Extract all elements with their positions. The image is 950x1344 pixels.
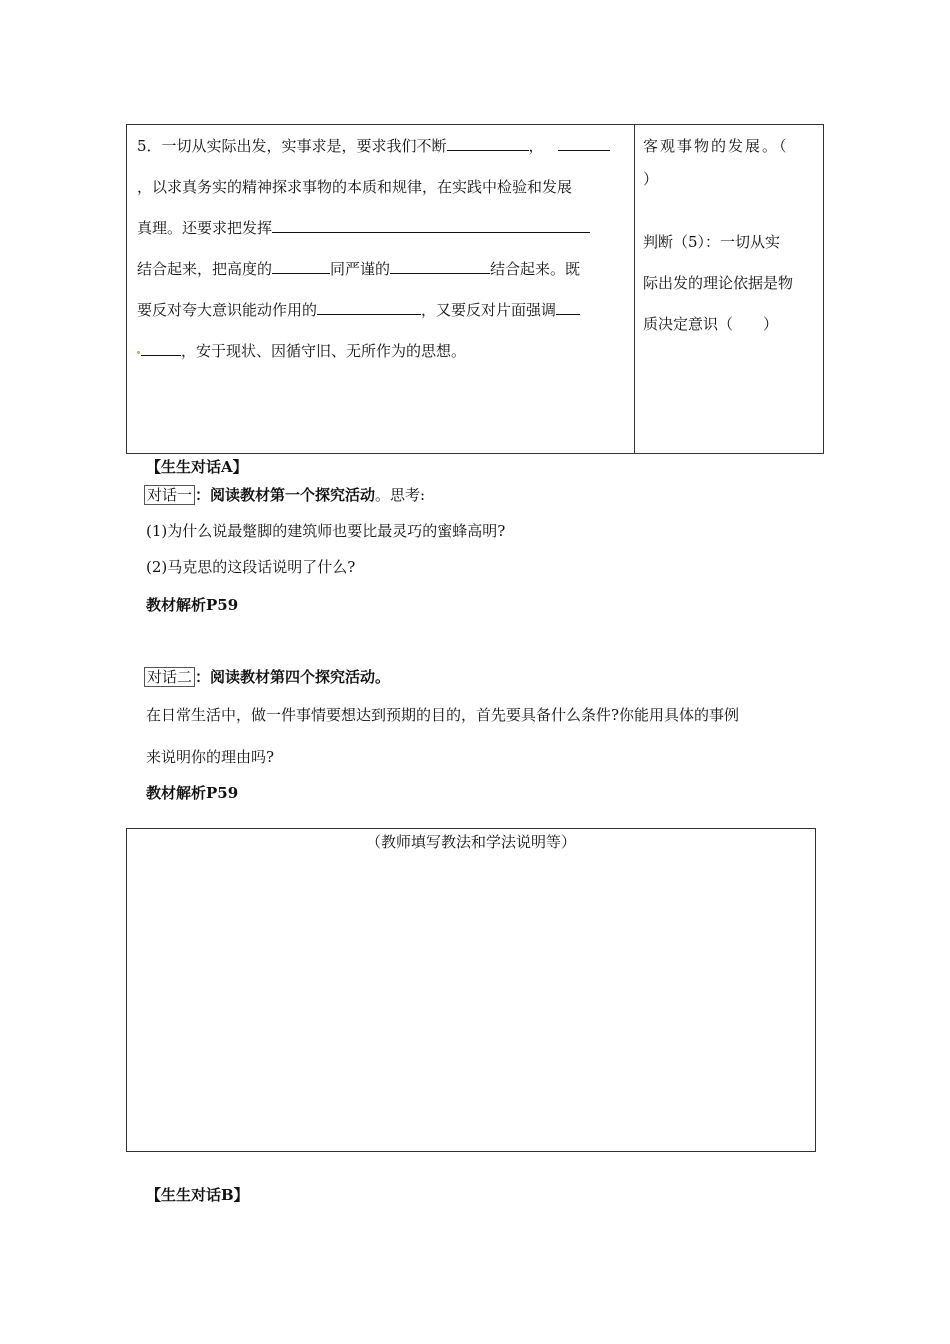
question-3-line-2: 来说明你的理由吗? <box>146 748 275 766</box>
side-line-2: ） <box>643 170 659 188</box>
side-line-5: 质决定意识（ ） <box>643 315 779 333</box>
question-3-line-1: 在日常生活中，做一件事情要想达到预期的目的，首先要具备什么条件?你能用具体的事例 <box>146 706 740 724</box>
blank-6[interactable] <box>317 297 421 315</box>
dialog-2-label: 对话二 <box>144 667 195 687</box>
q5-line-3: 真理。还要求把发挥 <box>137 211 625 252</box>
side-line-3: 判断（5）：一切从实 <box>643 233 781 251</box>
blank-4[interactable] <box>272 256 330 274</box>
column-divider <box>634 125 635 453</box>
blank-3[interactable] <box>272 215 590 233</box>
teacher-notes-caption: （教师填写教法和学法说明等） <box>365 833 576 851</box>
question-5 <box>137 129 625 375</box>
q5-line-5: 要反对夸大意识能动作用的 ，又要反对片面强调 <box>137 293 625 334</box>
teacher-notes-box[interactable] <box>126 828 816 1152</box>
blank-1[interactable] <box>447 133 529 151</box>
textbook-ref-1: 教材解析P59 <box>146 596 239 614</box>
blank-7[interactable] <box>556 297 580 315</box>
section-a-title: 【生生对话A】 <box>146 458 248 476</box>
exercise-table <box>126 124 824 454</box>
side-line-1: 客观事物的发展。（ <box>643 137 789 155</box>
blank-5[interactable] <box>390 256 490 274</box>
textbook-ref-2: 教材解析P59 <box>146 784 239 802</box>
side-line-4: 际出发的理论依据是物 <box>643 274 794 292</box>
q5-line-1: 5．一切从实际出发，实事求是，要求我们不断 ， <box>137 129 625 170</box>
blank-2[interactable] <box>558 133 610 151</box>
question-2: (2)马克思的这段话说明了什么? <box>146 558 356 576</box>
dialog-2: 对话二 ：阅读教材第四个探究活动。 <box>144 666 390 687</box>
marker-dot <box>137 351 140 354</box>
dialog-1: 对话一 ：阅读教材第一个探究活动。思考: <box>144 484 425 505</box>
blank-8[interactable] <box>141 338 181 356</box>
q5-line-4: 结合起来，把高度的 同严谨的 结合起来。既 <box>137 252 625 293</box>
side-notes <box>643 129 819 348</box>
question-1: (1)为什么说最蹩脚的建筑师也要比最灵巧的蜜蜂高明? <box>146 522 506 540</box>
dialog-1-label: 对话一 <box>144 485 195 505</box>
section-b-title: 【生生对话B】 <box>146 1186 249 1204</box>
q5-line-2: ，以求真务实的精神探求事物的本质和规律，在实践中检验和发展 <box>137 178 573 196</box>
q5-line-6: ，安于现状、因循守旧、无所作为的思想。 <box>137 334 625 375</box>
